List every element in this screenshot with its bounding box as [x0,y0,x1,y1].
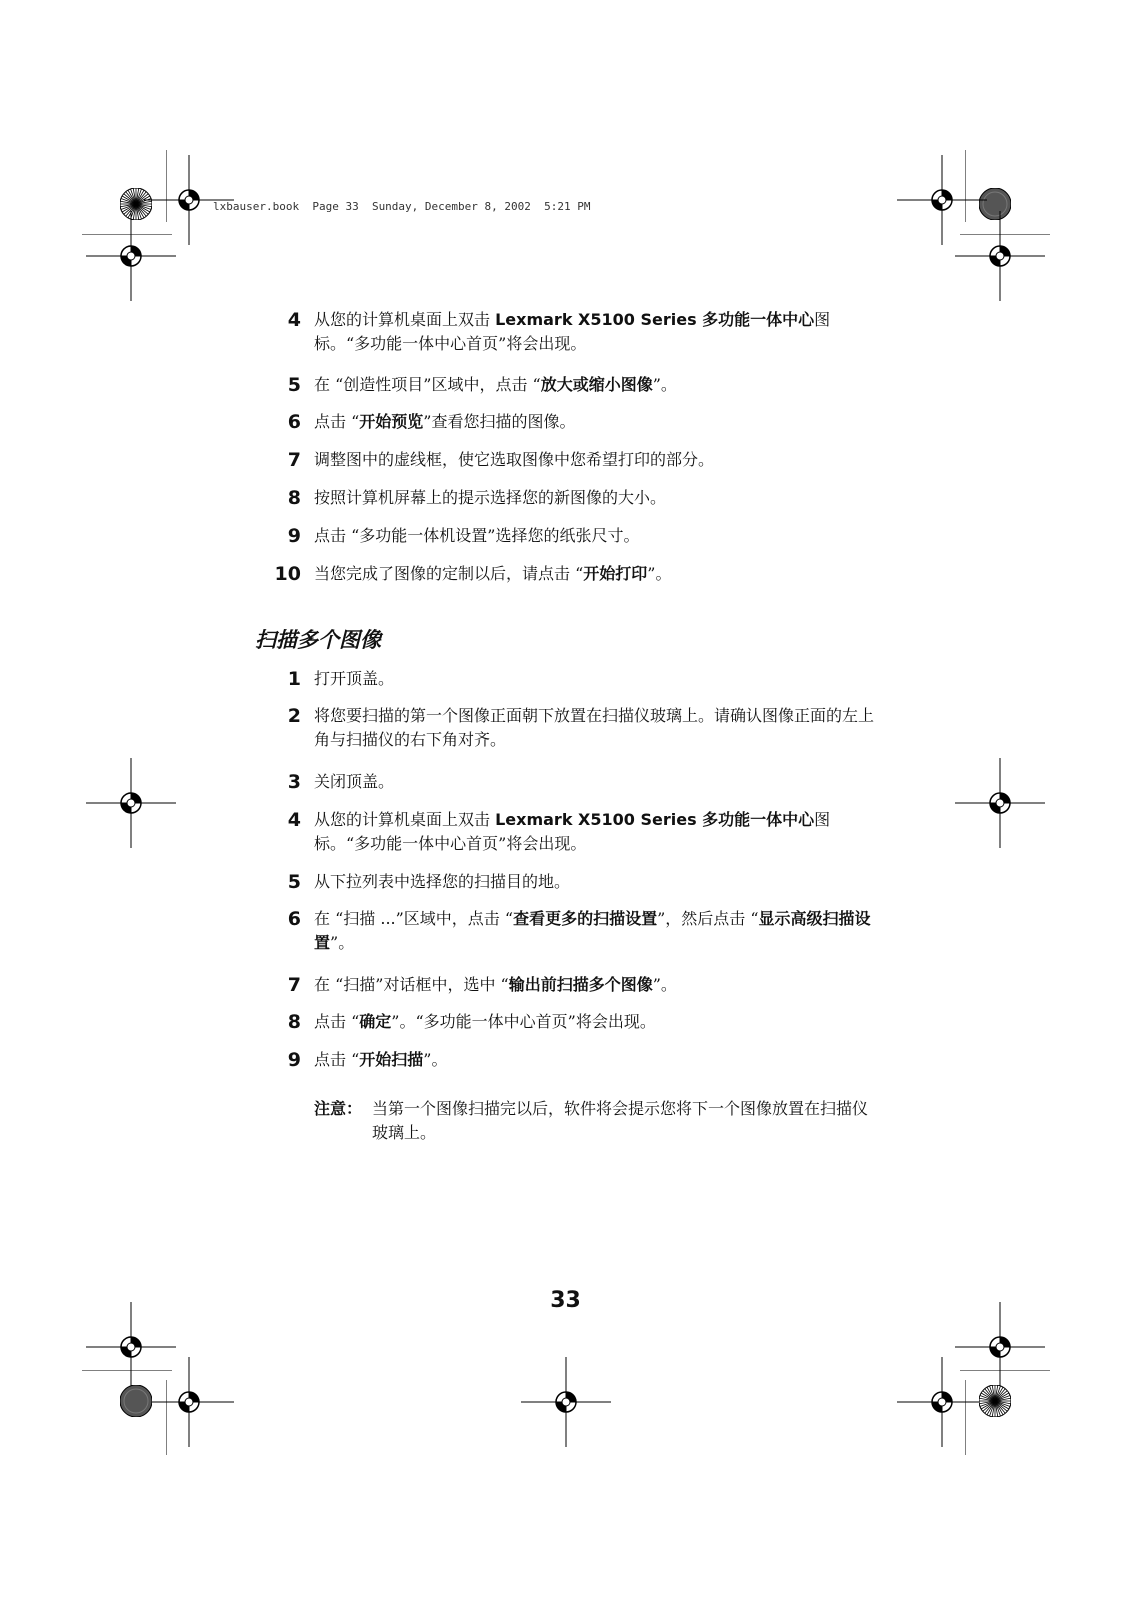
step-number: 2 [287,705,301,727]
step-text-part: 从您的计算机桌面上双击 [314,810,496,829]
step-text [314,562,874,586]
step-number: 7 [287,449,301,471]
step-text-part: ”。 [647,564,672,583]
step-emphasis: 开始预览 [359,412,424,431]
step-emphasis: Lexmark X5100 Series 多功能一体中心 [495,810,815,829]
step-text-part: ”。 [652,375,677,394]
step-text-part: ”。“多功能一体中心首页”将会出现。 [391,1012,656,1031]
step-text [314,308,874,356]
crop-line [960,1370,1051,1372]
registration-crosshair-icon [955,211,1045,301]
step-text [314,448,874,472]
step-text [314,770,874,794]
step-text-part: 点击 “ [314,1012,360,1031]
step-emphasis: 显示高级扫描设置 [314,909,871,952]
color-disc-icon [120,1385,152,1417]
step-number: 8 [287,487,301,509]
page-number: 33 [550,1288,581,1313]
step-text [314,373,874,397]
step-number: 4 [287,309,301,331]
registration-crosshair-icon [86,211,176,301]
step-text [314,486,874,510]
step-number: 1 [287,668,301,690]
step-text-part: 关闭顶盖。 [314,772,395,791]
step-number: 10 [274,563,301,585]
crop-line [965,1380,967,1456]
step-text-part: 在 “创造性项目”区域中，点击 “ [314,375,541,394]
step-number: 6 [287,411,301,433]
registration-crosshair-icon [521,1357,611,1447]
step-number: 5 [287,374,301,396]
step-text-part: 当您完成了图像的定制以后，请点击 “ [314,564,584,583]
step-text-part: 将您要扫描的第一个图像正面朝下放置在扫描仪玻璃上。请确认图像正面的左上角与扫描仪的右下角对齐。 [314,706,875,749]
step-emphasis: 输出前扫描多个图像 [508,975,653,994]
step-emphasis: 查看更多的扫描设置 [513,909,658,928]
color-starburst-icon [979,1385,1011,1417]
step-text-part: ”。 [330,933,355,952]
step-number: 6 [287,908,301,930]
step-emphasis: Lexmark X5100 Series 多功能一体中心 [495,310,815,329]
crop-line [166,1380,168,1456]
step-text [314,704,874,752]
step-number: 8 [287,1011,301,1033]
step-emphasis: 放大或缩小图像 [540,375,653,394]
step-text-part: ”。 [652,975,677,994]
step-number: 3 [287,771,301,793]
step-number: 4 [287,809,301,831]
step-text-part: 点击 “ [314,1050,360,1069]
step-text-part: 图标。“多功能一体中心首页”将会出现。 [314,310,831,353]
step-number: 7 [287,974,301,996]
step-text [314,907,874,955]
step-text [314,973,874,997]
step-text-part: 按照计算机屏幕上的提示选择您的新图像的大小。 [314,488,667,507]
step-text [314,1010,874,1034]
crop-line [166,150,168,223]
step-text [314,410,874,434]
step-number: 9 [287,525,301,547]
step-text-part: 从下拉列表中选择您的扫描目的地。 [314,872,571,891]
registration-crosshair-icon [86,758,176,848]
registration-crosshair-icon [955,758,1045,848]
step-text-part: 在 “扫描”对话框中，选中 “ [314,975,509,994]
note-label: 注意： [314,1099,363,1118]
step-text-part: ”查看您扫描的图像。 [423,412,576,431]
crop-line [960,234,1051,236]
step-text-part: 调整图中的虚线框，使它选取图像中您希望打印的部分。 [314,450,715,469]
step-emphasis: 确定 [359,1012,392,1031]
step-text [314,667,874,691]
crop-line [965,150,967,223]
step-text-part: 在 “扫描 ...”区域中，点击 “ [314,909,514,928]
step-number: 5 [287,871,301,893]
step-text-part: 点击 “ [314,412,360,431]
step-emphasis: 开始扫描 [359,1050,424,1069]
step-text-part: ”。 [423,1050,448,1069]
crop-line [82,1370,173,1372]
step-text-part: 图标。“多功能一体中心首页”将会出现。 [314,810,831,853]
step-emphasis: 开始打印 [583,564,648,583]
step-text-part: 点击 “多功能一体机设置”选择您的纸张尺寸。 [314,526,640,545]
step-text-part: 打开顶盖。 [314,669,395,688]
book-info-header: lxbauser.book Page 33 Sunday, December 8, 2002 5:21 PM [213,200,591,213]
step-text [314,524,874,548]
step-text [314,1048,874,1072]
step-number: 9 [287,1049,301,1071]
step-text-part: 从您的计算机桌面上双击 [314,310,496,329]
note-text: 当第一个图像扫描完以后，软件将会提示您将下一个图像放置在扫描仪玻璃上。 [372,1099,869,1142]
step-text [314,808,874,856]
crop-line [82,234,173,236]
section-title: 扫描多个图像 [255,628,381,652]
step-text-part: ”，然后点击 “ [657,909,759,928]
step-text [314,870,874,894]
